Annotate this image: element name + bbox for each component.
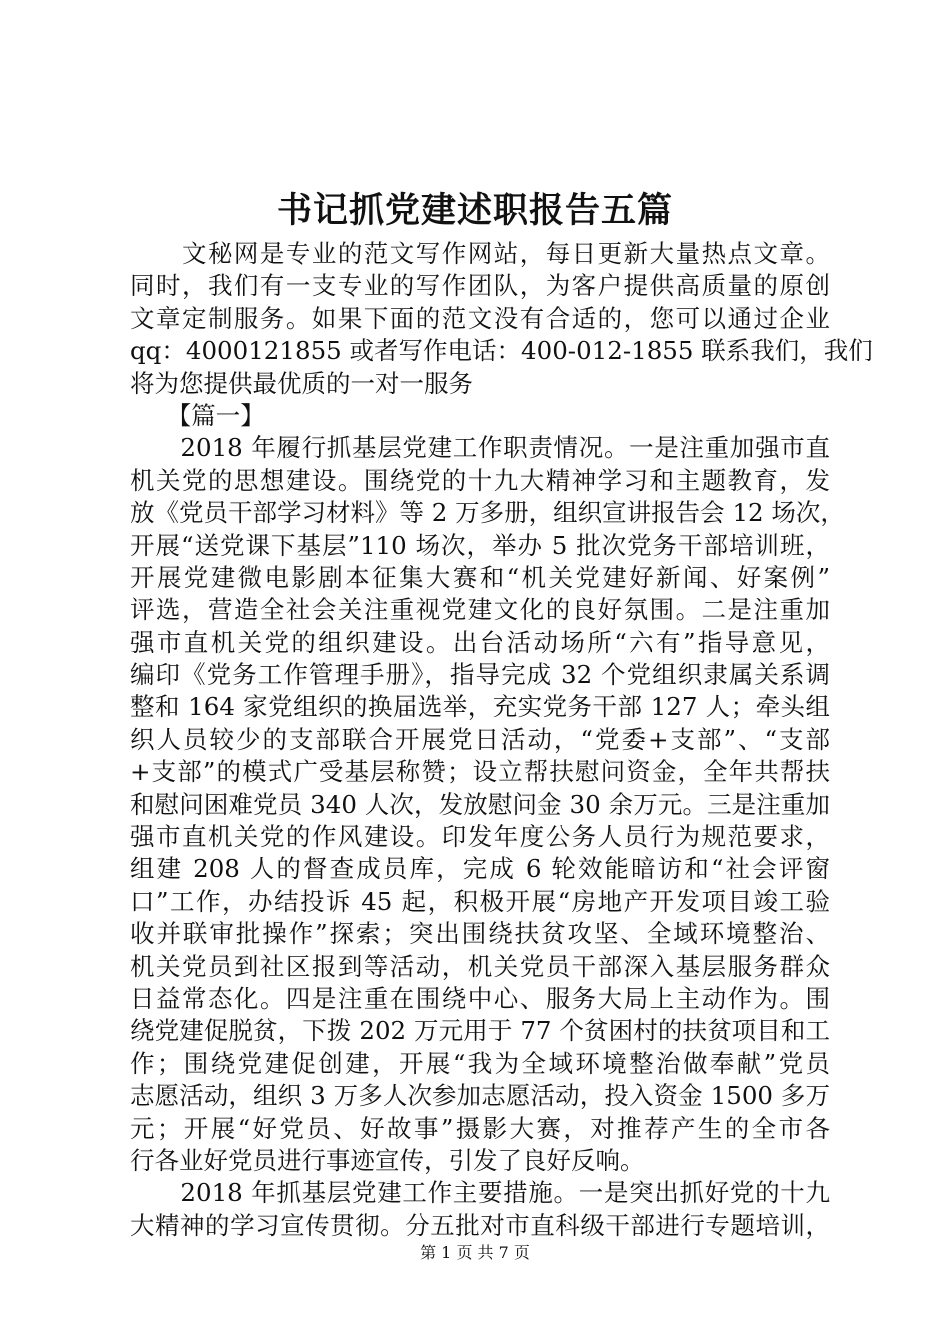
text-line: 机关党员到社区报到等活动，机关党员干部深入基层服务群众 [130,951,830,981]
page-footer: 第 1 页 共 7 页 [420,1243,530,1262]
text-line: 志愿活动，组织 3 万多人次参加志愿活动，投入资金 1500 多万 [130,1081,830,1111]
text-line: 作；围绕党建促创建，开展“我为全域环境整治做奉献”党员 [130,1048,830,1078]
text-line: 2018 年履行抓基层党建工作职责情况。一是注重加强市直 [130,433,830,463]
text-line: 收并联审批操作”探索；突出围绕扶贫攻坚、全域环境整治、 [130,919,830,949]
text-line: 将为您提供最优质的一对一服务 [130,368,473,398]
document-title: 书记抓党建述职报告五篇 [276,190,673,231]
text-line: +支部”的模式广受基层称赞；设立帮扶慰问资金，全年共帮扶 [130,757,830,787]
text-line: 大精神的学习宣传贯彻。分五批对市直科级干部进行专题培训， [130,1210,830,1240]
text-line: 和慰问困难党员 340 人次，发放慰问金 30 余万元。三是注重加 [130,789,830,819]
text-line: 机关党的思想建设。围绕党的十九大精神学习和主题教育，发 [130,465,830,495]
text-line: 评选，营造全社会关注重视党建文化的良好氛围。二是注重加 [130,595,830,625]
text-line: 行各业好党员进行事迹宣传，引发了良好反响。 [130,1145,645,1175]
text-line: 强市直机关党的组织建设。出台活动场所“六有”指导意见， [130,627,830,657]
text-line: qq：4000121855 或者写作电话：400-012-1855 联系我们，我们 [130,336,873,366]
text-line: 开展党建微电影剧本征集大赛和“机关党建好新闻、好案例” [130,562,830,592]
text-line: 元；开展“好党员、好故事”摄影大赛，对推荐产生的全市各 [130,1113,830,1143]
text-line: 组建 208 人的督查成员库，完成 6 轮效能暗访和“社会评窗 [130,854,830,884]
document-body [130,238,873,1242]
text-line: 整和 164 家党组织的换届选举，充实党务干部 127 人；牵头组 [130,692,830,722]
text-line: 开展“送党课下基层”110 场次，举办 5 批次党务干部培训班， [130,530,830,560]
text-line: 绕党建促脱贫，下拨 202 万元用于 77 个贫困村的扶贫项目和工 [130,1016,830,1046]
text-line: 织人员较少的支部联合开展党日活动，“党委+支部”、“支部 [130,724,830,754]
text-line: 口”工作，办结投诉 45 起，积极开展“房地产开发项目竣工验 [130,886,830,916]
text-line: 强市直机关党的作风建设。印发年度公务人员行为规范要求， [130,822,830,852]
text-line: 放《党员干部学习材料》等 2 万多册，组织宣讲报告会 12 场次， [130,498,845,528]
text-line: 日益常态化。四是注重在围绕中心、服务大局上主动作为。围 [130,983,830,1013]
text-line: 文章定制服务。如果下面的范文没有合适的，您可以通过企业 [130,303,830,333]
text-line: 2018 年抓基层党建工作主要措施。一是突出抓好党的十九 [130,1178,830,1208]
text-line: 【篇一】 [130,400,265,430]
text-line: 同时，我们有一支专业的写作团队，为客户提供高质量的原创 [130,271,830,301]
text-line: 文秘网是专业的范文写作网站，每日更新大量热点文章。 [130,239,830,268]
text-line: 编印《党务工作管理手册》，指导完成 32 个党组织隶属关系调 [130,660,830,690]
